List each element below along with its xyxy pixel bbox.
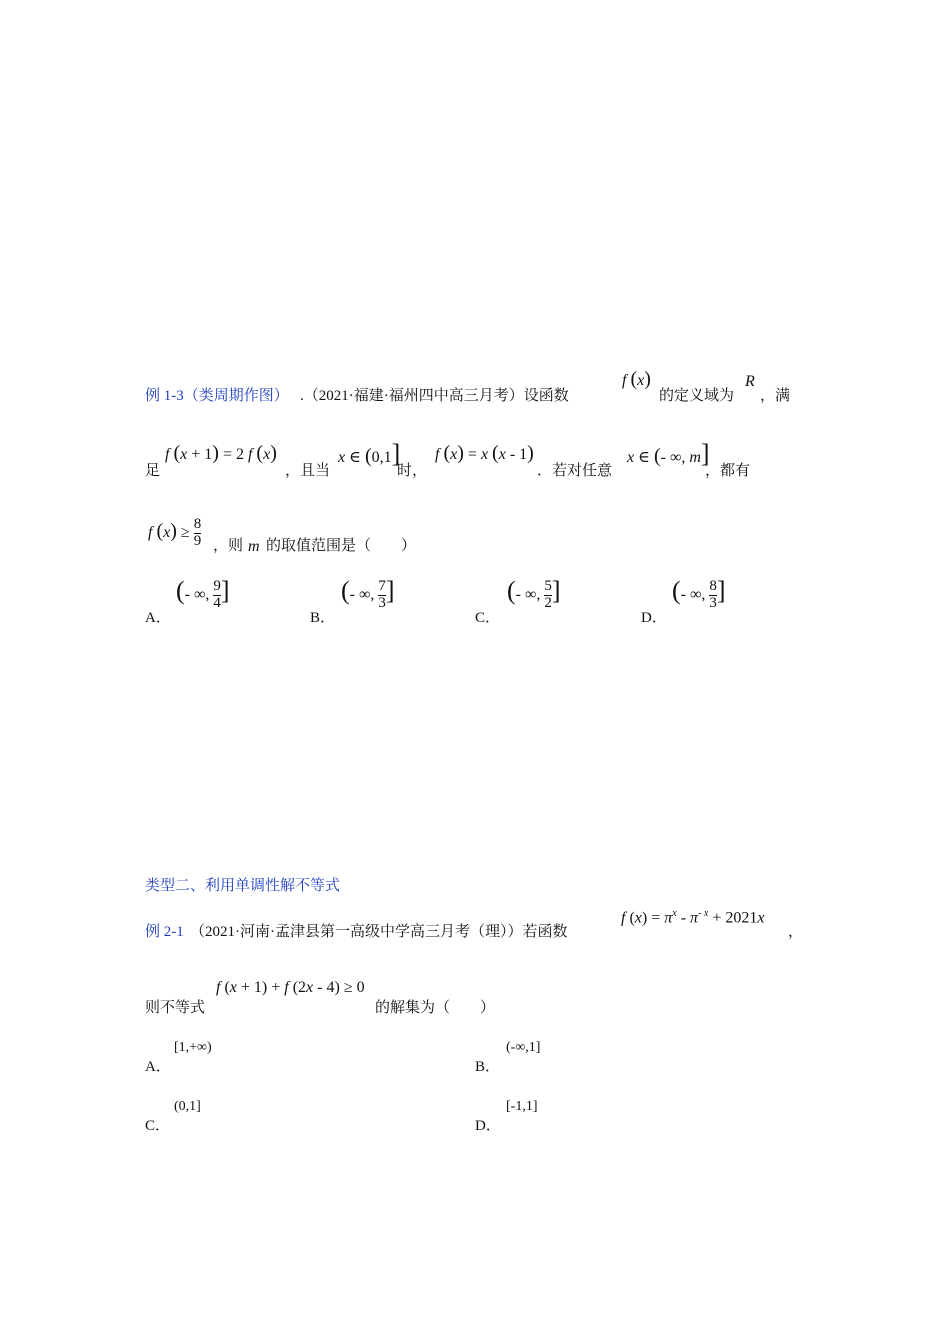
option-c-letter: C．: [475, 610, 501, 626]
math-inequality: f (x) ≥ $\frac{8}{9}$: [148, 516, 202, 549]
option-a-letter: A．: [145, 610, 171, 626]
text-when: 时，: [397, 463, 428, 479]
option-d-letter: D．: [641, 610, 667, 626]
math-m: m: [248, 538, 260, 555]
math-definition: f (x) = x (x - 1): [435, 442, 534, 464]
text-then: ，则: [213, 538, 244, 554]
text-zu: 足: [145, 463, 161, 479]
option-d-expr[interactable]: (- ∞, $\frac{8}{3}$ ]: [672, 576, 726, 611]
option-c-expr[interactable]: (- ∞, $\frac{5}{2}$ ]: [507, 576, 561, 611]
example-2-1-source: （2021·河南·孟津县第一高级中学高三月考（理））若函数: [190, 924, 568, 940]
math-interval-01: x ∈ (0,1]: [338, 439, 401, 468]
math-interval-m: x ∈ (- ∞, m]: [627, 439, 710, 468]
section-heading-type-2: 类型二、利用单调性解不等式: [145, 878, 341, 894]
math-R: R: [745, 373, 755, 390]
option-c-letter: C．: [145, 1118, 171, 1134]
example-1-3-source: .（2021·福建·福州四中高三月考）设函数: [300, 388, 569, 404]
example-1-3-label: 例 1-3（类周期作图）: [145, 388, 289, 404]
text-range: 的取值范围是（ ）: [266, 538, 417, 554]
option-b-letter: B．: [310, 610, 336, 626]
text-if-any: ．若对任意: [537, 463, 613, 479]
option-d-expr[interactable]: [-1,1]: [506, 1099, 538, 1114]
example-2-1-label: 例 2-1: [145, 924, 184, 940]
math-inequality-2: f (x + 1) + f (2x - 4) ≥ 0: [216, 979, 365, 996]
option-a-expr[interactable]: (- ∞, $\frac{9}{4}$ ]: [176, 576, 230, 611]
option-b-letter: B．: [475, 1059, 501, 1075]
text-fill: ，满: [760, 388, 791, 404]
text-and-when: ，且当: [285, 463, 331, 479]
option-b-expr[interactable]: (- ∞, $\frac{7}{3}$ ]: [341, 576, 395, 611]
math-recurrence: f (x + 1) = 2 f (x): [165, 442, 277, 464]
math-function-def: f $(x) = \pi^x - \pi^{- x} + 2021x$: [621, 908, 765, 927]
text-domain: 的定义域为: [659, 388, 735, 404]
option-a-letter: A．: [145, 1059, 171, 1075]
option-b-expr[interactable]: (-∞,1]: [506, 1040, 541, 1055]
option-c-expr[interactable]: (0,1]: [174, 1099, 201, 1114]
text-solution-set: 的解集为（ ）: [375, 1000, 496, 1016]
text-all-have: ，都有: [705, 463, 751, 479]
option-a-expr[interactable]: [1,+∞): [174, 1040, 212, 1055]
math-fx: f (x): [622, 368, 651, 390]
text-comma: ，: [788, 924, 804, 940]
text-inequality: 则不等式: [145, 1000, 206, 1016]
option-d-letter: D．: [475, 1118, 501, 1134]
